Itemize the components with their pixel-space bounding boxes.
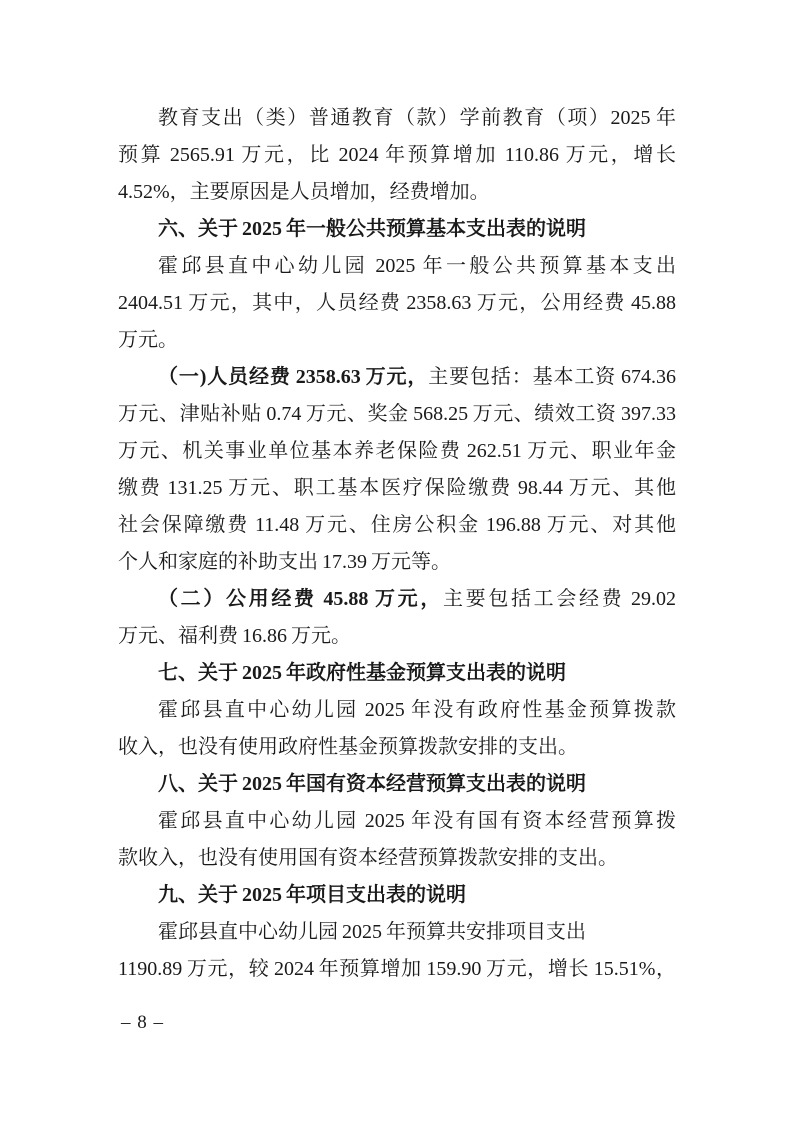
section-heading [118,211,676,248]
document-content [118,100,676,988]
text-run: 缴费 131.25 万元、职工基本医疗保险缴费 98.44 万元、其他 [118,477,676,499]
text-line [118,729,676,766]
text-run: 款收入，也没有使用国有资本经营预算拨款安排的支出。 [118,847,618,869]
text-run: 万元。 [118,329,178,351]
bold-text-run: 六、关于 2025 年一般公共预算基本支出表的说明 [158,218,586,240]
bold-text-run: 七、关于 2025 年政府性基金预算支出表的说明 [158,662,566,684]
text-run: 2404.51 万元，其中，人员经费 2358.63 万元，公用经费 45.88 [118,292,676,314]
text-run: 教育支出（类）普通教育（款）学前教育（项）2025 年 [158,107,676,129]
text-line [118,618,676,655]
text-line [118,951,676,988]
text-run: 霍邱县直中心幼儿园 2025 年预算共安排项目支出 [158,921,586,943]
text-line [118,285,676,322]
text-line [118,914,676,951]
text-line [118,840,676,877]
text-line [118,248,676,285]
text-line [118,322,676,359]
text-line [118,174,676,211]
text-run: 万元、津贴补贴 0.74 万元、奖金 568.25 万元、绩效工资 397.33 [118,403,676,425]
bold-text-run: （一)人员经费 2358.63 万元， [158,366,429,388]
section-heading [118,877,676,914]
text-run: 1190.89 万元，较 2024 年预算增加 159.90 万元，增长 15.51%， [118,958,676,980]
text-line [118,396,676,433]
text-line [118,433,676,470]
text-line [118,581,676,618]
text-run: 预算 2565.91 万元，比 2024 年预算增加 110.86 万元，增长 [118,144,676,166]
text-run: 万元、福利费 16.86 万元。 [118,625,351,647]
page-footer [121,1012,164,1034]
text-line [118,507,676,544]
text-run: 个人和家庭的补助支出 17.39 万元等。 [118,551,451,573]
text-line [118,137,676,174]
page-number: – 8 – [121,1012,164,1033]
section-heading [118,766,676,803]
text-line [118,470,676,507]
text-run: 万元、机关事业单位基本养老保险费 262.51 万元、职业年金 [118,440,676,462]
text-run: 主要包括工会经费 29.02 [443,588,676,610]
text-run: 霍邱县直中心幼儿园 2025 年没有政府性基金预算拨款 [158,699,676,721]
text-run: 霍邱县直中心幼儿园 2025 年一般公共预算基本支出 [158,255,676,277]
text-line [118,803,676,840]
text-run: 社会保障缴费 11.48 万元、住房公积金 196.88 万元、对其他 [118,514,676,536]
text-run: 霍邱县直中心幼儿园 2025 年没有国有资本经营预算拨 [158,810,676,832]
text-run: 收入，也没有使用政府性基金预算拨款安排的支出。 [118,736,578,758]
section-heading [118,655,676,692]
text-run: 4.52%，主要原因是人员增加，经费增加。 [118,181,490,203]
text-line [118,544,676,581]
text-line [118,692,676,729]
bold-text-run: 九、关于 2025 年项目支出表的说明 [158,884,466,906]
text-line [118,359,676,396]
bold-text-run: 八、关于 2025 年国有资本经营预算支出表的说明 [158,773,586,795]
bold-text-run: （二）公用经费 45.88 万元， [158,588,443,610]
text-line [118,100,676,137]
text-run: 主要包括：基本工资 674.36 [428,366,676,388]
